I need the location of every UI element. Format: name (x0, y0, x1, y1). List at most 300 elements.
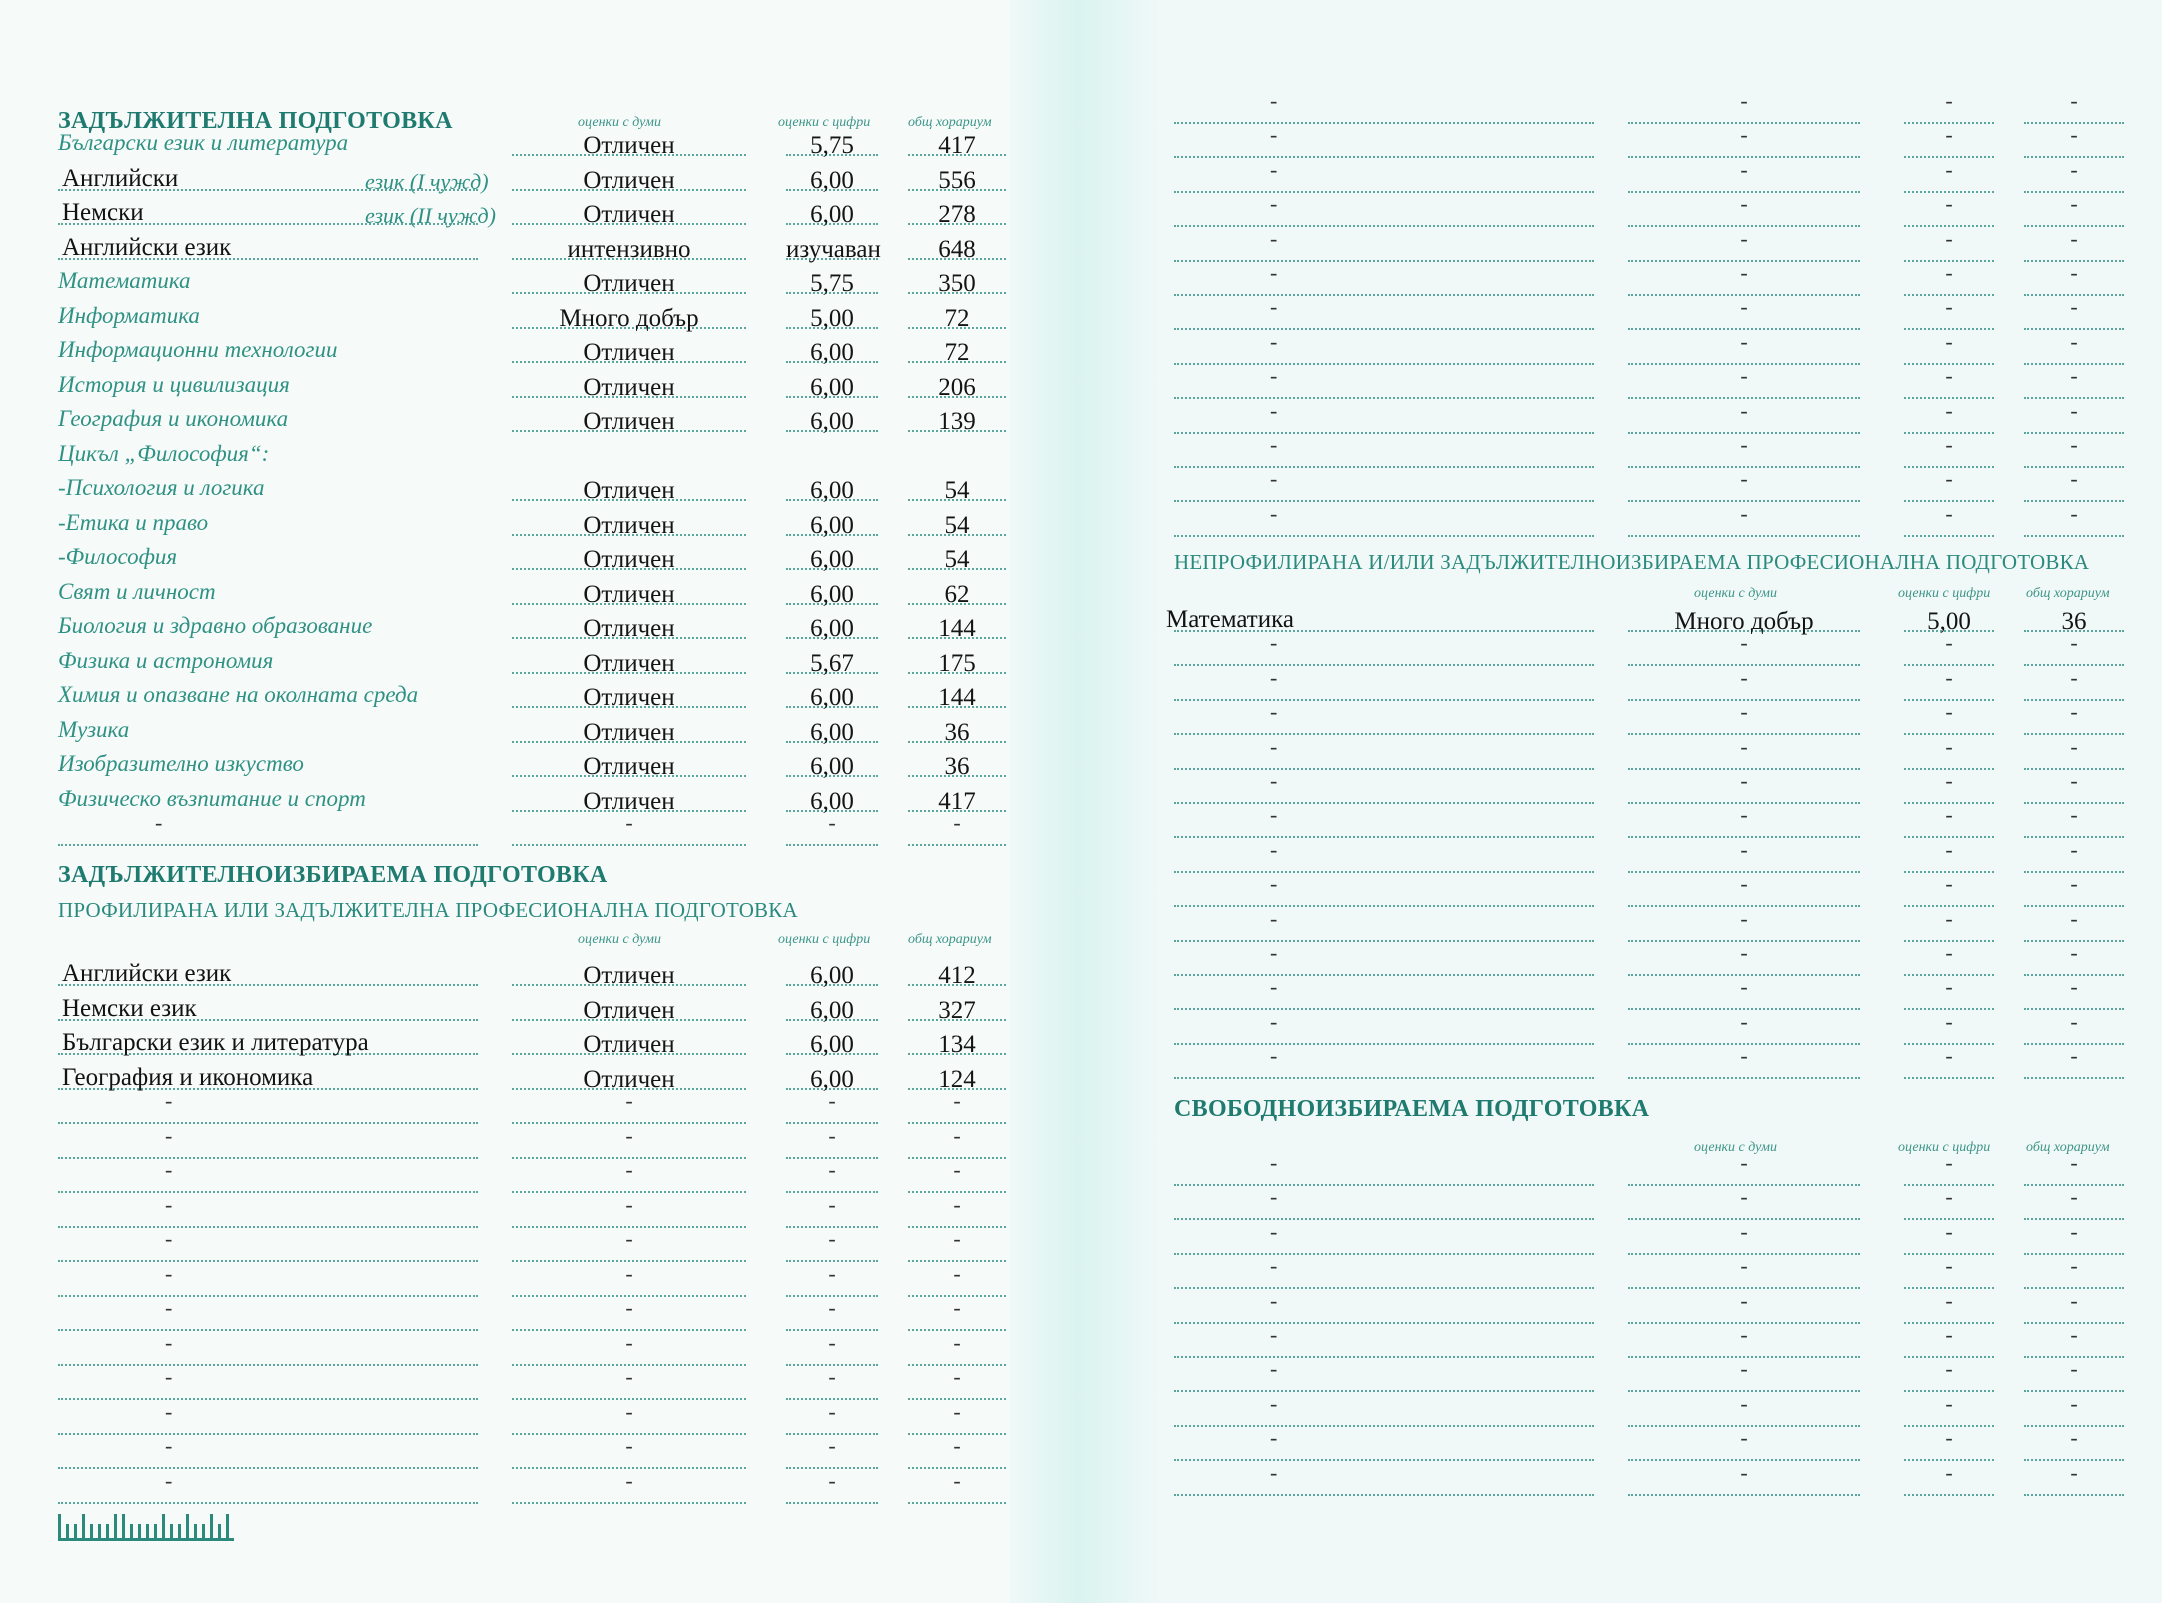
subject-cell (1174, 92, 1594, 124)
grade-digits: 6,00 (810, 546, 854, 573)
dash-cell: - (1740, 432, 1748, 457)
subject-cell (1174, 298, 1594, 330)
grade-digits: 6,00 (810, 615, 854, 642)
grade-digits: 5,00 (810, 305, 854, 332)
dash-cell: - (1740, 1184, 1748, 1209)
grade-words: Отличен (583, 339, 675, 366)
dash-cell: - (165, 1433, 173, 1458)
dash-cell: - (1740, 294, 1748, 319)
dash-cell: - (828, 1295, 836, 1320)
table-row (0, 501, 2162, 541)
dash-cell: - (1945, 1322, 1953, 1347)
barcode-bar (186, 1514, 189, 1538)
barcode-bar (178, 1524, 181, 1538)
dash-cell: - (953, 810, 961, 835)
dash-cell: - (1740, 699, 1748, 724)
dash-cell: - (1945, 363, 1953, 388)
dash-cell: - (165, 1261, 173, 1286)
dash-cell: - (2070, 871, 2078, 896)
dash-cell: - (828, 1088, 836, 1113)
dash-cell: - (1270, 974, 1278, 999)
dash-cell: - (1945, 1391, 1953, 1416)
dash-cell: - (165, 1468, 173, 1493)
grade-words: Отличен (583, 962, 675, 989)
hours: 36 (944, 753, 970, 780)
dash-cell: - (953, 1226, 961, 1251)
hours: 417 (938, 132, 976, 159)
subject-cell (1174, 806, 1594, 838)
dash-cell: - (1740, 260, 1748, 285)
dash-cell: - (1740, 88, 1748, 113)
grade-words: Отличен (583, 132, 675, 159)
hours: 36 (944, 719, 970, 746)
grade-digits: 6,00 (810, 997, 854, 1024)
dash-cell: - (1270, 1150, 1278, 1175)
dash-cell: - (1945, 906, 1953, 931)
dash-cell: - (1945, 734, 1953, 759)
dash-cell: - (1270, 1425, 1278, 1450)
dash-cell: - (953, 1261, 961, 1286)
dash-cell: - (828, 1226, 836, 1251)
hours: 144 (938, 615, 976, 642)
barcode-bar (226, 1514, 229, 1538)
dash-cell: - (953, 1364, 961, 1389)
dash-cell: - (1740, 157, 1748, 182)
dash-cell: - (2070, 1150, 2078, 1175)
dash-cell: - (2070, 768, 2078, 793)
dash-cell: - (1270, 871, 1278, 896)
subject-name: Физика и астрономия (58, 648, 274, 673)
grade-digits: 6,00 (810, 788, 854, 815)
dash-cell: - (1740, 768, 1748, 793)
subject-name: Информатика (58, 303, 200, 328)
dash-cell: - (2070, 1460, 2078, 1485)
dash-cell: - (2070, 1219, 2078, 1244)
hours: 54 (944, 477, 970, 504)
subject-cell (1174, 634, 1594, 666)
dash-cell: - (1945, 1356, 1953, 1381)
subject-cell (1174, 1257, 1594, 1289)
subject-cell (58, 1092, 478, 1124)
hours: 417 (938, 788, 976, 815)
dash-cell: - (1740, 1460, 1748, 1485)
subject-cell (1174, 505, 1594, 537)
subject-cell (1174, 126, 1594, 158)
subject-name: Биология и здравно образование (58, 613, 373, 638)
grade-words: Отличен (583, 753, 675, 780)
dash-cell: - (828, 1433, 836, 1458)
elective-heading: ЗАДЪЛЖИТЕЛНОИЗБИРАЕМА ПОДГОТОВКА (58, 862, 608, 888)
dash-cell: - (1740, 501, 1748, 526)
dash-cell: - (2070, 122, 2078, 147)
hours: 412 (938, 962, 976, 989)
grade-digits: 6,00 (810, 1066, 854, 1093)
dash-cell: - (165, 1088, 173, 1113)
subject-cell (1174, 1360, 1594, 1392)
barcode-bar (130, 1524, 133, 1538)
dash-cell: - (1740, 1150, 1748, 1175)
dash-cell: - (1270, 501, 1278, 526)
grade-digits: 6,00 (810, 719, 854, 746)
grade-words: Отличен (583, 615, 675, 642)
table-row (0, 1460, 2162, 1500)
hours: 134 (938, 1031, 976, 1058)
dash-cell: - (1740, 1391, 1748, 1416)
subject-name: -Етика и право (58, 510, 209, 535)
subject-name: География и икономика (62, 1064, 314, 1091)
dash-cell: - (1740, 363, 1748, 388)
subject-cell (58, 1127, 478, 1159)
dash-cell: - (1945, 260, 1953, 285)
grade-digits: 6,00 (810, 374, 854, 401)
dash-cell: - (2070, 294, 2078, 319)
grade-words: Отличен (583, 581, 675, 608)
dash-cell: - (2070, 940, 2078, 965)
dash-cell: - (2070, 1184, 2078, 1209)
col-header-digits-3: оценки с цифри (1898, 586, 1991, 601)
col-header-hours-2: общ хорариум (908, 932, 992, 947)
subject-name: Български език и литература (58, 130, 349, 155)
barcode-bar (58, 1514, 61, 1538)
dash-cell: - (953, 1468, 961, 1493)
dash-cell: - (2070, 665, 2078, 690)
dash-cell: - (165, 1192, 173, 1217)
dash-cell: - (625, 1364, 633, 1389)
subject-name: Цикъл „Философия“: (58, 441, 270, 466)
subject-name: Български език и литература (62, 1029, 369, 1056)
barcode-bar (98, 1524, 101, 1538)
grade-words: Отличен (583, 684, 675, 711)
subject-name: Английски език (62, 960, 232, 987)
col-header-digits: оценки с цифри (778, 115, 871, 130)
dash-cell: - (2070, 734, 2078, 759)
dash-cell: - (625, 1295, 633, 1320)
dash-cell: - (1740, 329, 1748, 354)
dash-cell: - (1945, 466, 1953, 491)
dash-cell: - (1270, 226, 1278, 251)
col-header-words-3: оценки с думи (1694, 586, 1777, 601)
hours: 350 (938, 270, 976, 297)
barcode-bar (66, 1524, 69, 1538)
subject-name: -Психология и логика (58, 475, 265, 500)
dash-cell: - (1270, 630, 1278, 655)
nonprofiled-subheading: НЕПРОФИЛИРАНА И/ИЛИ ЗАДЪЛЖИТЕЛНОИЗБИРАЕМА ПРОФЕСИОНАЛНА ПОДГОТОВКА (1174, 550, 2090, 574)
dash-cell: - (1945, 974, 1953, 999)
subject-cell (1174, 738, 1594, 770)
barcode-bar (154, 1524, 157, 1538)
dash-cell: - (1945, 1009, 1953, 1034)
subject-cell (1174, 333, 1594, 365)
grade-digits: 6,00 (810, 201, 854, 228)
dash-cell: - (1270, 260, 1278, 285)
subject-name: История и цивилизация (58, 372, 290, 397)
mandatory-heading: ЗАДЪЛЖИТЕЛНА ПОДГОТОВКА (58, 108, 453, 134)
grade-digits: 6,00 (810, 167, 854, 194)
dash-cell: - (625, 1192, 633, 1217)
dash-cell: - (625, 1399, 633, 1424)
dash-cell: - (1740, 226, 1748, 251)
dash-cell: - (2070, 837, 2078, 862)
subject-cell (1174, 875, 1594, 907)
hours: 54 (944, 546, 970, 573)
dash-cell: - (625, 1330, 633, 1355)
dash-cell: - (1270, 1043, 1278, 1068)
dash-cell: - (2070, 974, 2078, 999)
dash-cell: - (1945, 1288, 1953, 1313)
grade-words: Отличен (583, 1031, 675, 1058)
dash-cell: - (1270, 802, 1278, 827)
dash-cell: - (1270, 363, 1278, 388)
barcode-bar (138, 1524, 141, 1538)
subject-name: Математика (1166, 606, 1294, 633)
subject-cell (1174, 230, 1594, 262)
dash-cell: - (2070, 260, 2078, 285)
subject-cell (1174, 772, 1594, 804)
dash-cell: - (2070, 802, 2078, 827)
dash-cell: - (2070, 432, 2078, 457)
grade-words: Отличен (583, 788, 675, 815)
grade-words: Отличен (583, 997, 675, 1024)
dash-cell: - (1740, 665, 1748, 690)
dash-cell: - (2070, 1009, 2078, 1034)
dash-cell: - (1740, 122, 1748, 147)
subject-cell (1174, 978, 1594, 1010)
hours: 139 (938, 408, 976, 435)
dash-cell: - (2070, 226, 2078, 251)
dash-cell: - (1270, 768, 1278, 793)
subject-note: език (I чужд) (365, 169, 489, 194)
subject-cell (1174, 1188, 1594, 1220)
subject-cell (1174, 910, 1594, 942)
dash-cell: - (1740, 1322, 1748, 1347)
dash-cell: - (1740, 630, 1748, 655)
subject-name: Музика (58, 717, 130, 742)
barcode-bar (90, 1524, 93, 1538)
subject-cell (1174, 841, 1594, 873)
dash-cell: - (1945, 226, 1953, 251)
dash-cell: - (828, 1192, 836, 1217)
dash-cell: - (2070, 1288, 2078, 1313)
barcode-bar (202, 1524, 205, 1538)
dash-cell: - (828, 1330, 836, 1355)
barcode-bar (218, 1524, 221, 1538)
subject-name: Физическо възпитание и спорт (58, 786, 366, 811)
subject-name: Немски език (62, 995, 197, 1022)
dash-cell: - (1945, 1425, 1953, 1450)
dash-cell: - (1740, 974, 1748, 999)
table-row (0, 1088, 2162, 1128)
grade-digits: 6,00 (810, 339, 854, 366)
dash-cell: - (1270, 1219, 1278, 1244)
dash-cell: - (828, 1364, 836, 1389)
dash-cell: - (2070, 1425, 2078, 1450)
dash-cell: - (1740, 1219, 1748, 1244)
dash-cell: - (625, 1261, 633, 1286)
dash-cell: - (1740, 398, 1748, 423)
subject-cell (1174, 1429, 1594, 1461)
dash-cell: - (1945, 837, 1953, 862)
profiled-subheading: ПРОФИЛИРАНА ИЛИ ЗАДЪЛЖИТЕЛНА ПРОФЕСИОНАЛНА ПОДГОТОВКА (58, 898, 798, 922)
dash-cell: - (625, 810, 633, 835)
dash-cell: - (155, 810, 163, 835)
grade-words: Много добър (1674, 608, 1814, 635)
dash-cell: - (165, 1330, 173, 1355)
dash-cell: - (2070, 1356, 2078, 1381)
subject-cell (1174, 1047, 1594, 1079)
subject-cell (1174, 470, 1594, 502)
dash-cell: - (1270, 432, 1278, 457)
col-header-words-4: оценки с думи (1694, 1140, 1777, 1155)
dash-cell: - (165, 1123, 173, 1148)
hours: 175 (938, 650, 976, 677)
subject-name: Химия и опазване на околната среда (58, 682, 419, 707)
dash-cell: - (625, 1433, 633, 1458)
dash-cell: - (953, 1088, 961, 1113)
grade-words: Отличен (583, 650, 675, 677)
col-header-digits-4: оценки с цифри (1898, 1140, 1991, 1155)
subject-cell (1174, 1013, 1594, 1045)
subject-name: Изобразително изкуство (58, 751, 304, 776)
barcode-bar (170, 1524, 173, 1538)
dash-cell: - (1270, 1253, 1278, 1278)
barcode-bar (114, 1514, 117, 1538)
dash-cell: - (1270, 1184, 1278, 1209)
dash-cell: - (1270, 398, 1278, 423)
barcode-bar (194, 1524, 197, 1538)
dash-cell: - (1945, 501, 1953, 526)
dash-cell: - (953, 1157, 961, 1182)
col-header-words-2: оценки с думи (578, 932, 661, 947)
dash-cell: - (828, 810, 836, 835)
dash-cell: - (1945, 122, 1953, 147)
dash-cell: - (1740, 906, 1748, 931)
col-header-words: оценки с думи (578, 115, 661, 130)
hours: 36 (2061, 608, 2087, 635)
dash-cell: - (828, 1468, 836, 1493)
grade-digits: 6,00 (810, 408, 854, 435)
dash-cell: - (2070, 329, 2078, 354)
dash-cell: - (625, 1123, 633, 1148)
dash-cell: - (165, 1226, 173, 1251)
dash-cell: - (1270, 88, 1278, 113)
subject-cell (1174, 1464, 1594, 1496)
dash-cell: - (1945, 871, 1953, 896)
subject-cell (1174, 195, 1594, 227)
dash-cell: - (1945, 630, 1953, 655)
hours: 72 (944, 339, 970, 366)
dash-cell: - (1740, 1043, 1748, 1068)
dash-cell: - (1740, 1425, 1748, 1450)
dash-cell: - (2070, 699, 2078, 724)
grade-words: Много добър (559, 305, 699, 332)
dash-cell: - (1740, 837, 1748, 862)
grade-words: Отличен (583, 408, 675, 435)
grade-words: интензивно (567, 236, 691, 263)
dash-cell: - (1270, 940, 1278, 965)
dash-cell: - (1270, 1460, 1278, 1485)
dash-cell: - (1945, 294, 1953, 319)
dash-cell: - (1945, 1219, 1953, 1244)
subject-cell (1174, 1395, 1594, 1427)
dash-cell: - (1270, 1391, 1278, 1416)
dash-cell: - (1945, 191, 1953, 216)
dash-cell: - (1740, 1288, 1748, 1313)
dash-cell: - (2070, 466, 2078, 491)
dash-cell: - (1270, 157, 1278, 182)
barcode-bar (162, 1514, 165, 1538)
subject-cell (1174, 402, 1594, 434)
dash-cell: - (1270, 191, 1278, 216)
subject-cell (1174, 669, 1594, 701)
hours: 124 (938, 1066, 976, 1093)
dash-cell: - (828, 1399, 836, 1424)
dash-cell: - (1945, 1150, 1953, 1175)
dash-cell: - (1270, 699, 1278, 724)
dash-cell: - (828, 1123, 836, 1148)
barcode-mark (58, 1508, 234, 1541)
barcode-bar (146, 1524, 149, 1538)
subject-name: -Философия (58, 544, 178, 569)
dash-cell: - (953, 1433, 961, 1458)
hours: 327 (938, 997, 976, 1024)
dash-cell: - (1945, 802, 1953, 827)
dash-cell: - (1945, 398, 1953, 423)
dash-cell: - (2070, 1322, 2078, 1347)
dash-cell: - (1945, 157, 1953, 182)
dash-cell: - (1740, 466, 1748, 491)
dash-cell: - (1945, 768, 1953, 793)
dash-cell: - (2070, 501, 2078, 526)
dash-cell: - (165, 1157, 173, 1182)
dash-cell: - (1270, 122, 1278, 147)
grade-words: Отличен (583, 374, 675, 401)
dash-cell: - (1270, 466, 1278, 491)
dash-cell: - (1740, 940, 1748, 965)
dash-cell: - (625, 1468, 633, 1493)
dash-cell: - (2070, 398, 2078, 423)
subject-name: География и икономика (58, 406, 289, 431)
dash-cell: - (2070, 157, 2078, 182)
dash-cell: - (2070, 191, 2078, 216)
dash-cell: - (1270, 1009, 1278, 1034)
grade-words: Отличен (583, 512, 675, 539)
dash-cell: - (1270, 665, 1278, 690)
dash-cell: - (1945, 1460, 1953, 1485)
hours: 72 (944, 305, 970, 332)
dash-cell: - (1740, 802, 1748, 827)
barcode-bar (106, 1524, 109, 1538)
dash-cell: - (1740, 871, 1748, 896)
grade-digits: 5,67 (810, 650, 854, 677)
subject-name: Английски език (62, 234, 232, 261)
dash-cell: - (625, 1157, 633, 1182)
grade-words: Отличен (583, 167, 675, 194)
dash-cell: - (828, 1157, 836, 1182)
grade-digits: изучаван (786, 236, 881, 263)
free-heading: СВОБОДНОИЗБИРАЕМА ПОДГОТОВКА (1174, 1096, 1650, 1122)
dash-cell: - (165, 1399, 173, 1424)
dash-cell: - (2070, 1253, 2078, 1278)
grade-words: Отличен (583, 719, 675, 746)
hours: 278 (938, 201, 976, 228)
grade-digits: 6,00 (810, 1031, 854, 1058)
subject-name: Свят и личност (58, 579, 216, 604)
dash-cell: - (625, 1226, 633, 1251)
dash-cell: - (2070, 1391, 2078, 1416)
dash-cell: - (2070, 906, 2078, 931)
grade-digits: 6,00 (810, 753, 854, 780)
hours: 206 (938, 374, 976, 401)
